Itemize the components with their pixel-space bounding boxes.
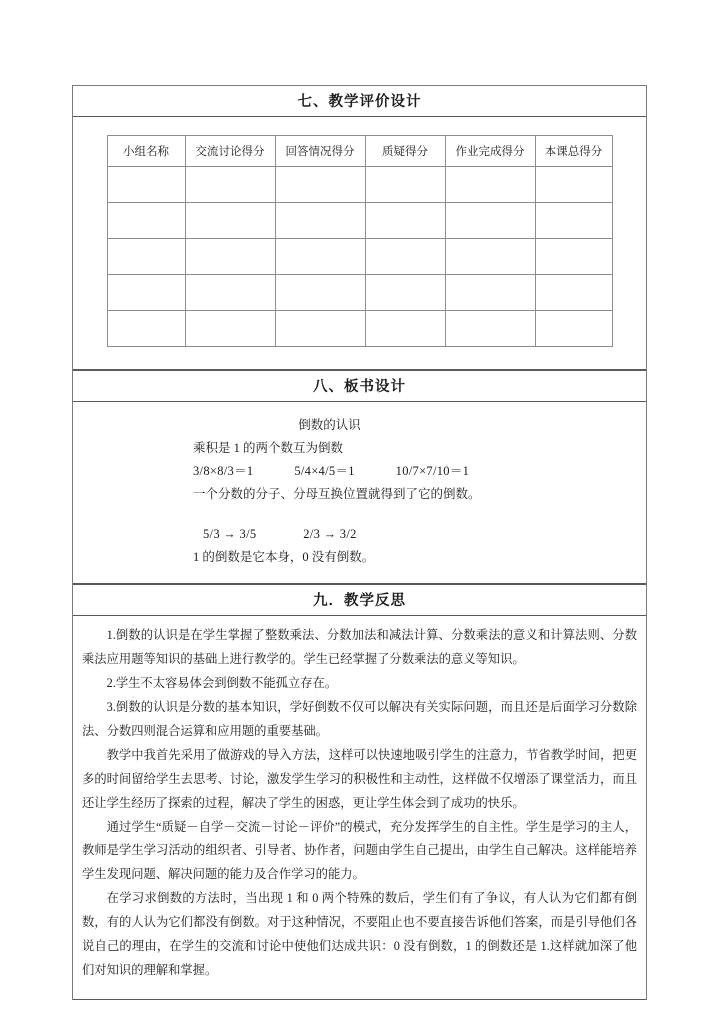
board-equation-1: 3/8×8/3＝1 [193,464,254,479]
reflection-paragraph: 3.倒数的认识是分数的基本知识，学好倒数不仅可以解决有关实际问题，而且还是后面学习分数除法、分数四则混合运算和应用题的重要基础。 [82,699,637,738]
table-cell[interactable] [365,167,445,203]
table-cell[interactable] [275,239,365,275]
table-cell[interactable] [107,203,185,239]
table-header-cell: 小组名称 [107,136,185,167]
board-line-definition: 乘积是 1 的两个数互为倒数 [193,441,344,456]
table-cell[interactable] [185,311,275,347]
table-cell[interactable] [185,167,275,203]
section-body-board-design [73,402,646,584]
table-cell[interactable] [185,203,275,239]
board-examples-row [73,523,646,546]
evaluation-table [107,135,613,347]
table-cell[interactable] [445,239,535,275]
reflection-paragraph: 通过学生“质疑－自学－交流－讨论－评价”的模式，充分发挥学生的自主性。学生是学习的主人，教师是学生学习活动的组织者、引导者、协作者，问题由学生自己提出，由学生自己解决。这样能培养学生发现问题、解决问题的能力及合作学习的能力。 [82,819,637,882]
board-equation-3: 10/7×7/10＝1 [395,464,470,479]
reflection-paragraph: 1.倒数的认识是在学生掌握了整数乘法、分数加法和减法计算、分数乘法的意义和计算法则、分数乘法应用题等知识的基础上进行教学的。学生已经掌握了分数乘法的意义等知识。 [82,627,637,666]
table-header-cell: 本课总得分 [535,136,612,167]
table-cell[interactable] [445,167,535,203]
reflection-content [73,616,646,1000]
table-cell[interactable] [535,275,612,311]
board-equations-row [73,460,646,483]
table-header-row [107,136,612,167]
evaluation-table-wrapper [73,117,646,369]
table-cell[interactable] [445,275,535,311]
table-cell[interactable] [365,311,445,347]
table-header-cell: 交流讨论得分 [185,136,275,167]
section-heading-evaluation: 七、教学评价设计 [73,86,646,117]
table-cell[interactable] [535,203,612,239]
section-heading-board-design: 八、板书设计 [73,370,646,402]
table-row[interactable] [107,275,612,311]
table-row[interactable] [107,167,612,203]
board-line-rule: 一个分数的分子、分母互换位置就得到了它的倒数。 [193,487,481,502]
table-cell[interactable] [107,275,185,311]
reflection-paragraph: 2.学生不太容易体会到倒数不能孤立存在。 [106,675,338,690]
table-row[interactable] [107,203,612,239]
reflection-paragraph: 教学中我首先采用了做游戏的导入方法，这样可以快速地吸引学生的注意力，节省教学时间，把更多的时间留给学生去思考、讨论，激发学生学习的积极性和主动性，这样做不仅增添了课堂活力，而且还让学生经历了探索的过程，解决了学生的困惑，更让学生体会到了成功的快乐。 [82,747,637,810]
board-blank-line [73,507,646,523]
reflection-paragraph: 在学习求倒数的方法时，当出现 1 和 0 两个特殊的数后，学生们有了争议，有人认为它们都有倒数，有的人认为它们都没有倒数。对于这种情况，不要阻止也不要直接告诉他们答案，而是引导他们各说自己的理由，在学生的交流和讨论中使他们达成共识：0 没有倒数，1 的倒数还是 1.这样就加深了他们对知识的理解和掌握。 [82,891,637,978]
table-cell[interactable] [365,239,445,275]
table-cell[interactable] [445,203,535,239]
table-cell[interactable] [275,203,365,239]
board-example-2: 2/3 → 3/2 [303,526,357,541]
table-header-cell: 作业完成得分 [445,136,535,167]
section-heading-reflection: 九．教学反思 [73,584,646,616]
board-title: 倒数的认识 [298,418,361,432]
table-cell[interactable] [107,311,185,347]
board-example-1: 5/3 → 3/5 [203,526,257,541]
table-header-cell: 回答情况得分 [275,136,365,167]
section-body-evaluation [73,117,646,370]
table-cell[interactable] [365,203,445,239]
table-row[interactable] [107,311,612,347]
table-cell[interactable] [185,239,275,275]
board-line-special-cases: 1 的倒数是它本身，0 没有倒数。 [193,549,375,564]
table-cell[interactable] [275,167,365,203]
table-cell[interactable] [535,167,612,203]
table-cell[interactable] [107,239,185,275]
table-cell[interactable] [107,167,185,203]
document-page [72,85,647,1000]
table-cell[interactable] [445,311,535,347]
table-cell[interactable] [275,275,365,311]
table-cell[interactable] [535,311,612,347]
table-cell[interactable] [185,275,275,311]
table-header-cell: 质疑得分 [365,136,445,167]
table-cell[interactable] [275,311,365,347]
section-body-reflection [73,616,646,1001]
table-cell[interactable] [535,239,612,275]
table-cell[interactable] [365,275,445,311]
table-row[interactable] [107,239,612,275]
board-design-content [73,402,646,583]
board-equation-2: 5/4×4/5＝1 [294,464,355,479]
